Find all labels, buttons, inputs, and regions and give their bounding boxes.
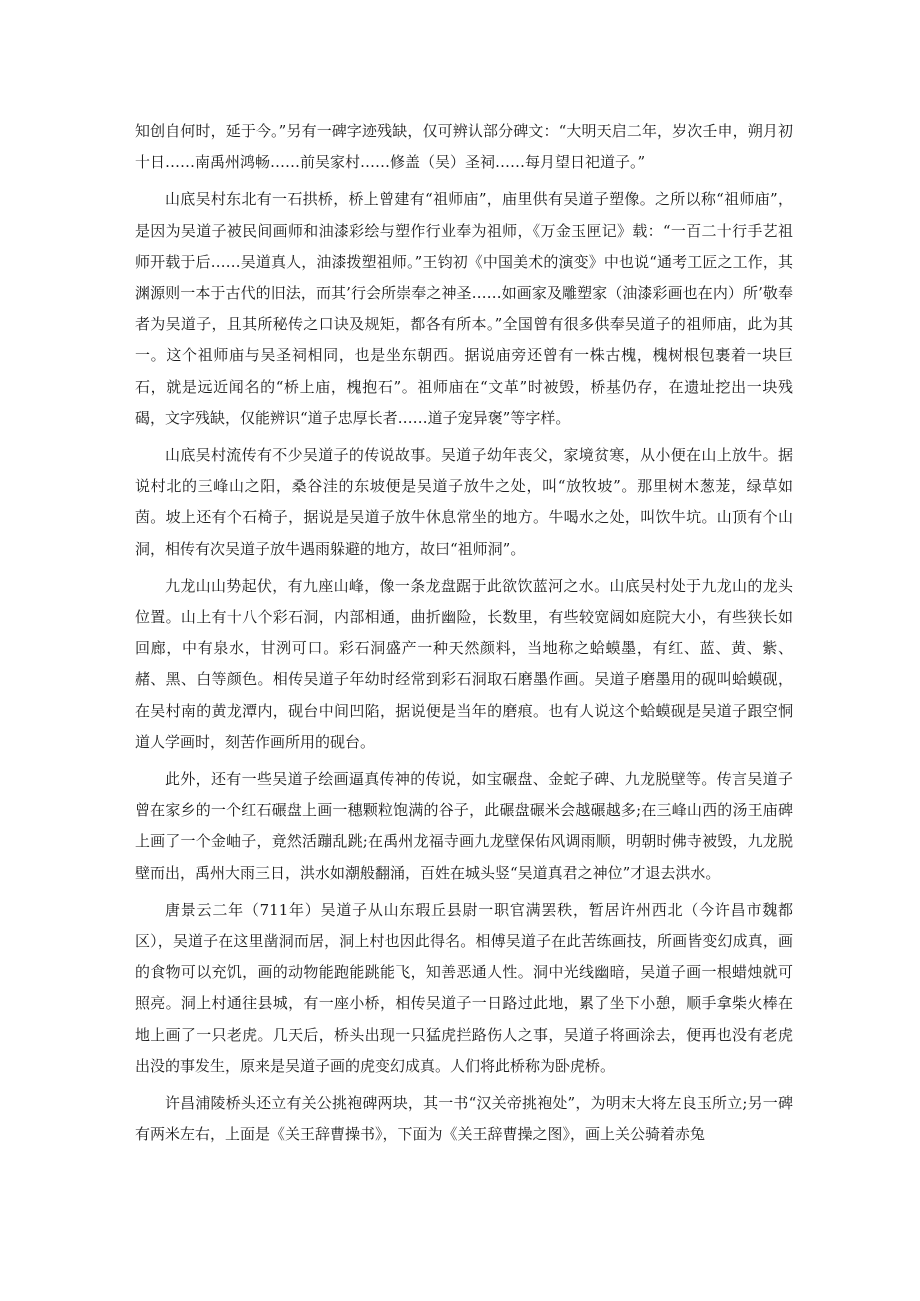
paragraph-3: 山底吴村流传有不少吴道子的传说故事。吴道子幼年丧父，家境贫寒，从小便在山上放牛。据说村北的三峰山之阳，桑谷洼的东坡便是吴道子放牛之处，叫“放牧坡”。那里树木葱茏，绿草如茵。坡上还有个石椅子，据说是吴道子放牛休息常坐的地方。牛喝水之处，叫饮牛坑。山顶有个山洞，相传有次吴道子放牛遇雨躲避的地方，故曰“祖师洞”。 <box>135 446 793 558</box>
paragraph-5: 此外，还有一些吴道子绘画逼真传神的传说，如宝碾盘、金蛇子碑、九龙脱壁等。传言吴道子曾在家乡的一个红石碾盘上画一穗颗粒饱满的谷子，此碾盘碾米会越碾越多;在三峰山西的汤王庙碑上画了一个金岫子，竟然活蹦乱跳;在禹州龙福寺画九龙壁保佑风调雨顺，明朝时佛寺被毁，九龙脱壁而出，禹州大雨三日，洪水如潮般翻涌，百姓在城头竖“吴道真君之神位”才退去洪水。 <box>135 770 793 882</box>
document-page <box>135 116 793 1157</box>
paragraph-7: 许昌浦陵桥头还立有关公挑袍碑两块，其一书“汉关帝挑袍处”，为明末大将左良玉所立;另一碑有两米左右，上面是《关王辞曹操书》，下面为《关王辞曹操之图》，画上关公骑着赤兔 <box>135 1094 793 1144</box>
paragraph-6: 唐景云二年（711年）吴道子从山东瑕丘县尉一职官满罢秩，暂居许州西北（今许昌市魏都区），吴道子在这里凿洞而居，洞上村也因此得名。相傅吴道子在此苦练画技，所画皆变幻成真，画的食物可以充饥，画的动物能跑能跳能飞，知善恶通人性。洞中光线幽暗，吴道子画一根蜡烛就可照亮。洞上村通往县城，有一座小桥，相传吴道子一日路过此地，累了坐下小憩，顺手拿柴火棒在地上画了一只老虎。几天后，桥头出现一只猛虎拦路伤人之事，吴道子将画涂去，便再也没有老虎出没的事发生，原来是吴道子画的虎变幻成真。人们将此桥称为卧虎桥。 <box>135 900 793 1075</box>
paragraph-2: 山底吴村东北有一石拱桥，桥上曾建有“祖师庙”，庙里供有吴道子塑像。之所以称“祖师庙”，是因为吴道子被民间画师和油漆彩绘与塑作行业奉为祖师，《万金玉匣记》载：“一百二十行手艺祖师开载于后……吴道真人，油漆拨塑祖师。”王钧初《中国美术的演变》中也说“通考工匠之工作，其渊源则一本于古代的旧法，而其’行会所崇奉之神圣……如画家及雕塑家（油漆彩画也在内）所’敬奉者为吴道子，且其所秘传之口诀及规矩，都各有所本。”全国曾有很多供奉吴道子的祖师庙，此为其一。这个祖师庙与吴圣祠相同，也是坐东朝西。据说庙旁还曾有一株古槐，槐树根包裹着一块巨石，就是远近闻名的“桥上庙，槐抱石”。祖师庙在“文革”时被毁，桥基仍存，在遗址挖出一块残碣，文字残缺，仅能辨识“道子忠厚长者……道子宠异褒”等字样。 <box>135 190 793 427</box>
paragraph-1: 知创自何时，延于今。”另有一碑字迹残缺，仅可辨认部分碑文：“大明天启二年，岁次壬申，朔月初十日……南禹州鸿畅……前吴家村……修盖（吴）圣祠……每月望日祀道子。” <box>135 122 793 172</box>
paragraph-4: 九龙山山势起伏，有九座山峰，像一条龙盘踞于此欲饮蓝河之水。山底吴村处于九龙山的龙头位置。山上有十八个彩石洞，内部相通，曲折幽险，长数里，有些较宽阔如庭院大小，有些狭长如回廊，中有泉水，甘洌可口。彩石洞盛产一种天然颜料，当地称之蛤蟆墨，有红、蓝、黄、紫、赭、黑、白等颜色。相传吴道子年幼时经常到彩石洞取石磨墨作画。吴道子磨墨用的砚叫蛤蟆砚，在吴村南的黄龙潭内，砚台中间凹陷，据说便是当年的磨痕。也有人说这个蛤蟆砚是吴道子跟空恫道人学画时，刻苦作画所用的砚台。 <box>135 576 793 751</box>
